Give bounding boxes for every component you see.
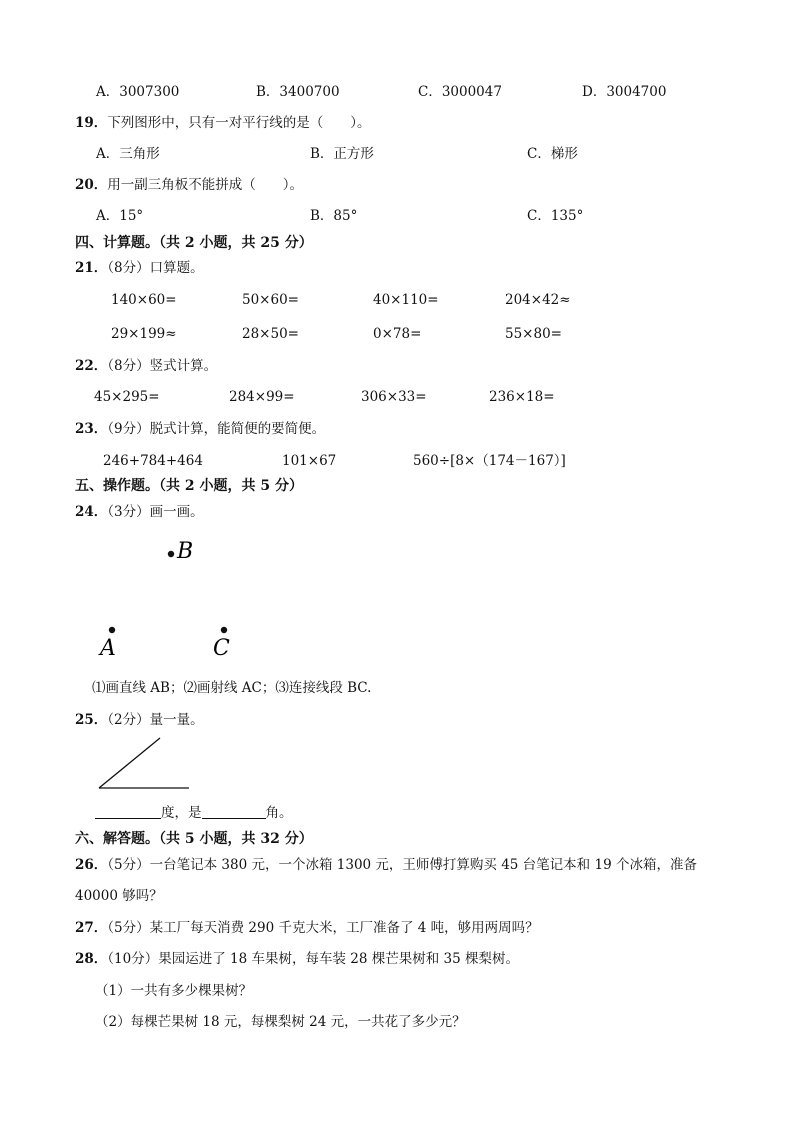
q23-text: （9分）脱式计算，能简便的要简便。 [107,421,326,437]
q21-item: 55×80= [505,326,562,342]
q24-instruction: ⑴画直线 AB；⑵画射线 AC；⑶连接线段 BC. [92,680,372,696]
point-c-dot [221,627,227,633]
q26-number: 26． [75,857,108,873]
q22-number: 22． [75,358,108,374]
q18-option-d: D．3004700 [582,84,667,100]
q28-question [75,950,519,968]
q19-option-a: A．三角形 [96,146,160,162]
q19-number: 19． [75,115,108,131]
q23-number: 23． [75,421,108,437]
q25-answer-line [95,804,293,822]
section-4-heading: 四、计算题。（共 2 小题，共 25 分） [75,235,313,251]
q27-question [75,919,539,937]
q20-option-b: B．85° [310,208,358,224]
q25-number: 25． [75,712,108,728]
q28-number: 28． [75,951,108,967]
q25-question [75,711,204,729]
q26-text-continued: 40000 够吗？ [75,888,163,904]
q21-item: 0×78= [373,326,422,342]
point-b-label: B [177,539,194,564]
q20-number: 20． [75,177,108,193]
point-a-label: A [100,636,116,661]
q21-item: 28×50= [242,326,299,342]
q22-item: 284×99= [229,389,295,405]
q18-option-c: C．3000047 [418,84,502,100]
point-c-label: C [213,636,230,661]
q18-option-b: B．3400700 [256,84,340,100]
q22-item: 306×33= [361,389,427,405]
q25-answer-mid: 度，是 [161,805,202,821]
q19-option-c: C．梯形 [527,146,578,162]
q21-item: 50×60= [242,292,299,308]
q22-text: （8分）竖式计算。 [107,358,218,374]
q21-text: （8分）口算题。 [107,260,204,276]
q19-option-b: B．正方形 [310,146,374,162]
q23-item: 560÷[8×（174－167）] [413,453,566,469]
q25-text: （2分）量一量。 [107,712,204,728]
q26-question [75,856,697,874]
q22-item: 236×18= [489,389,555,405]
q20-text: 用一副三角板不能拼成（ ）。 [107,177,304,193]
q21-item: 40×110= [373,292,439,308]
section-6-heading: 六、解答题。（共 5 小题，共 32 分） [75,831,313,847]
q25-blank-angle-type[interactable] [202,804,266,819]
q21-item: 29×199≈ [111,326,177,342]
q24-text: （3分）画一画。 [107,504,204,520]
q28-text: （10分）果园运进了 18 车果树，每车装 28 棵芒果树和 35 棵梨树。 [107,951,520,967]
point-a-dot [109,627,115,633]
q22-item: 45×295= [94,389,160,405]
q19-text: 下列图形中，只有一对平行线的是（ ）。 [107,115,371,131]
q20-option-a: A．15° [96,208,144,224]
q23-item: 101×67 [282,453,337,469]
q25-blank-degrees[interactable] [95,804,161,819]
point-b-dot [168,551,174,557]
q21-item: 140×60= [111,292,177,308]
q21-number: 21． [75,260,108,276]
q28-sub-question-1: （1）一共有多少棵果树？ [95,983,253,999]
q20-option-c: C．135° [527,208,584,224]
q18-option-a: A．3007300 [96,84,180,100]
angle-slant-ray [99,738,160,788]
q27-number: 27． [75,920,108,936]
q26-text: （5分）一台笔记本 380 元，一个冰箱 1300 元，王师傅打算购买 45 台笔记本和 19 个冰箱，准备 [107,857,697,873]
q25-answer-end: 角。 [265,805,293,821]
q24-number: 24． [75,504,108,520]
section-5-heading: 五、操作题。（共 2 小题，共 5 分） [75,478,303,494]
q28-sub-question-2: （2）每棵芒果树 18 元，每棵梨树 24 元，一共花了多少元？ [95,1014,466,1030]
q27-text: （5分）某工厂每天消费 290 千克大米，工厂准备了 4 吨，够用两周吗？ [107,920,539,936]
q23-item: 246+784+464 [103,453,203,469]
q21-item: 204×42≈ [505,292,571,308]
